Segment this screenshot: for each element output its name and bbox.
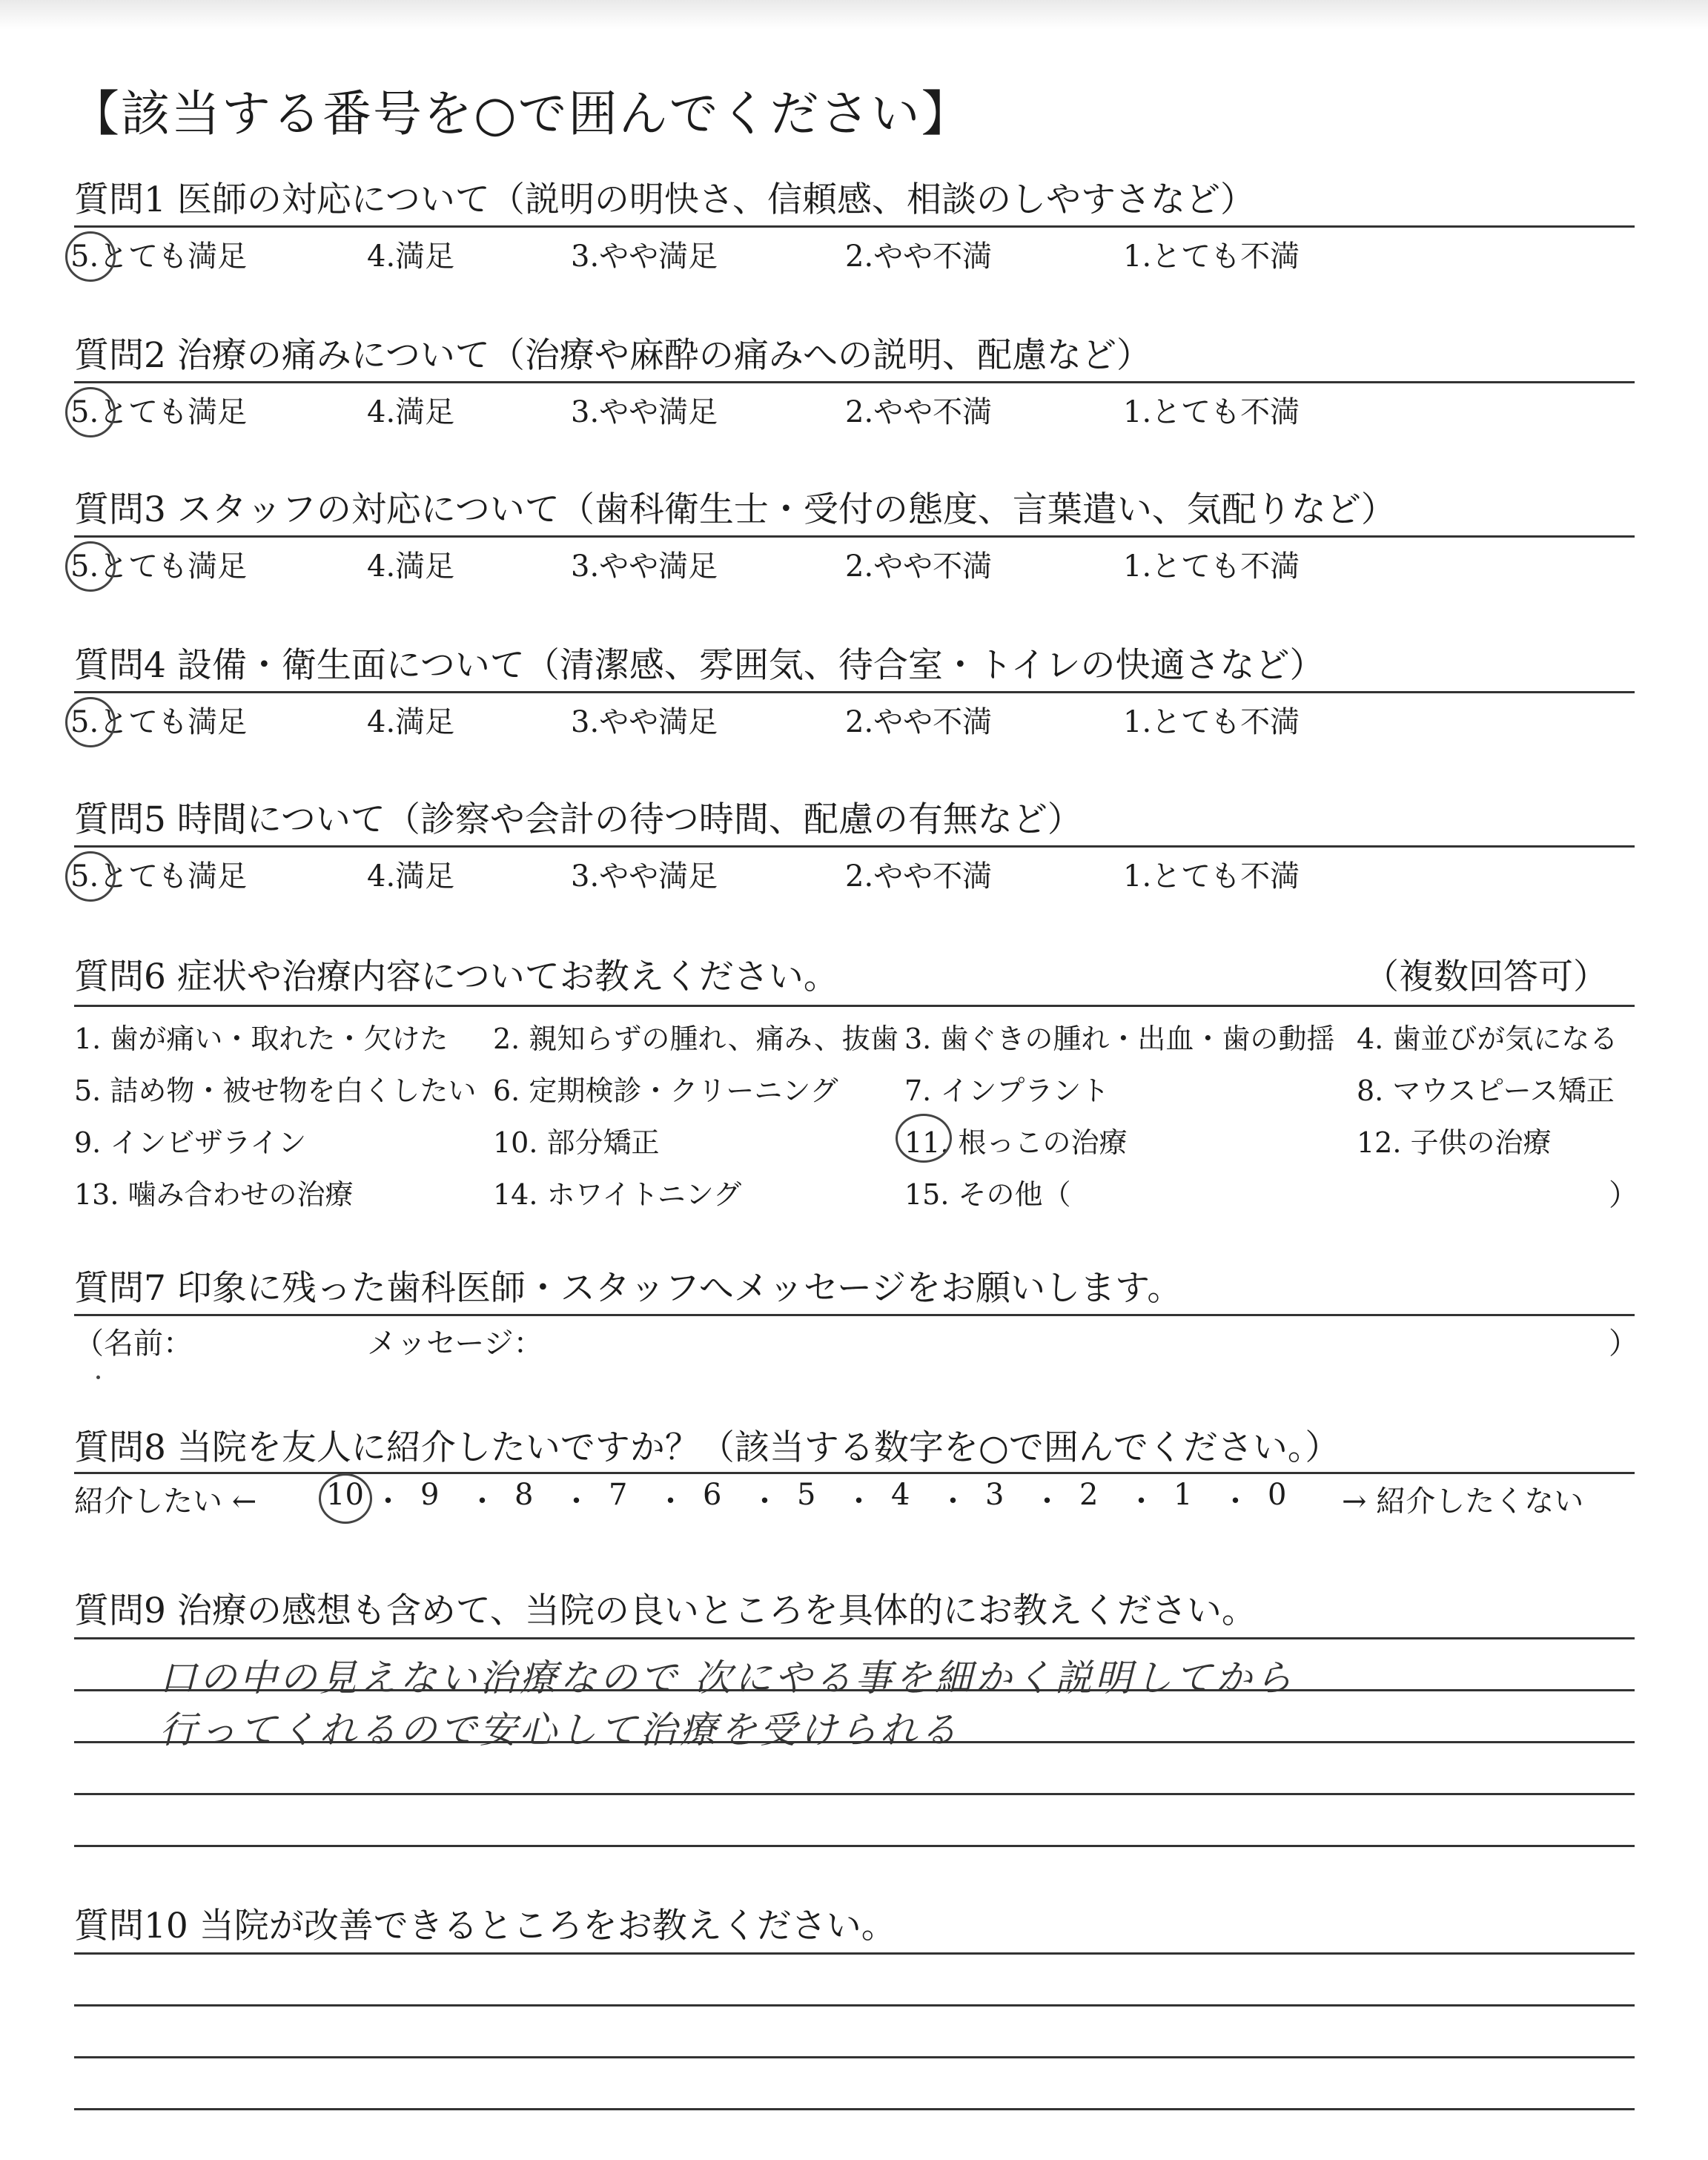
rating-option[interactable]: 1.とても不満 <box>1123 549 1300 584</box>
rating-option[interactable]: 3.やや満足 <box>571 549 718 584</box>
scale-number[interactable]: 2 <box>1079 1478 1099 1512</box>
question-6-label: 質問6 症状や治療内容についてお教えください。 <box>74 957 838 997</box>
recommend-right-label: → 紹介したくない <box>1342 1484 1584 1519</box>
scale-number[interactable]: 9 <box>420 1478 440 1512</box>
question-6-note: （複数回答可） <box>1364 957 1608 997</box>
question-6-option[interactable]: 10. 部分矯正 <box>493 1126 660 1159</box>
scale-separator: ・ <box>1126 1484 1156 1519</box>
rating-option[interactable]: 4.満足 <box>367 240 455 274</box>
scale-separator: ・ <box>1220 1484 1251 1519</box>
rating-option[interactable]: 5.とても満足 <box>70 859 248 894</box>
question-3-label: 質問3 スタッフの対応について（歯科衛生士・受付の態度、言葉遣い、気配りなど） <box>74 489 1396 530</box>
question-7-rule <box>74 1314 1635 1316</box>
answer-line <box>74 1741 1635 1743</box>
question-6-option[interactable]: 2. 親知らずの腫れ、痛み、抜歯 <box>493 1023 898 1055</box>
question-7-message-label: メッセージ： <box>367 1327 543 1361</box>
rating-option[interactable]: 4.満足 <box>367 859 455 894</box>
question-5-label: 質問5 時間について（診察や会計の待つ時間、配慮の有無など） <box>74 799 1082 840</box>
question-6-option[interactable]: 13. 噛み合わせの治療 <box>74 1178 354 1211</box>
recommend-left-label: 紹介したい ← <box>74 1484 257 1519</box>
scale-separator: ・ <box>1032 1484 1062 1519</box>
rating-option[interactable]: 5.とても満足 <box>70 705 248 739</box>
scale-separator: ・ <box>844 1484 874 1519</box>
selection-circle <box>65 541 116 592</box>
rating-option[interactable]: 1.とても不満 <box>1123 240 1300 274</box>
rating-option[interactable]: 2.やや不満 <box>845 705 993 739</box>
question-6-option[interactable]: 9. インビザライン <box>74 1126 307 1159</box>
answer-line <box>74 1689 1635 1691</box>
question-8-label: 質問8 当院を友人に紹介したいですか？（該当する数字を○で囲んでください。） <box>74 1427 1340 1468</box>
question-6-option[interactable]: 11. 根っこの治療 <box>904 1126 1128 1159</box>
scale-separator: ・ <box>938 1484 968 1519</box>
selection-circle <box>896 1114 952 1163</box>
question-8-rule <box>74 1472 1635 1474</box>
answer-line <box>74 2004 1635 2007</box>
answer-line <box>74 1845 1635 1847</box>
scale-number[interactable]: 10 <box>326 1478 364 1512</box>
question-6-option[interactable]: 1. 歯が痛い・取れた・欠けた <box>74 1023 448 1055</box>
selection-circle <box>65 387 116 437</box>
rating-option[interactable]: 3.やや満足 <box>571 705 718 739</box>
scale-number[interactable]: 6 <box>703 1478 722 1512</box>
selection-circle <box>65 231 116 282</box>
rating-option[interactable]: 2.やや不満 <box>845 240 993 274</box>
question-5-rule <box>74 845 1635 848</box>
rating-option[interactable]: 3.やや満足 <box>571 859 718 894</box>
rating-option[interactable]: 5.とても満足 <box>70 240 248 274</box>
answer-line <box>74 1637 1635 1639</box>
scale-number[interactable]: 3 <box>985 1478 1004 1512</box>
question-6-option[interactable]: 8. マウスピース矯正 <box>1357 1074 1615 1107</box>
rating-option[interactable]: 1.とても不満 <box>1123 395 1300 429</box>
question-7-label: 質問7 印象に残った歯科医師・スタッフへメッセージをお願いします。 <box>74 1268 1182 1309</box>
page-title: 【該当する番号を○で囲んでください】 <box>70 85 972 142</box>
question-6-rule <box>74 1005 1635 1007</box>
question-7-name-label: （名前： <box>74 1327 193 1361</box>
scale-number[interactable]: 5 <box>797 1478 816 1512</box>
rating-option[interactable]: 1.とても不満 <box>1123 859 1300 894</box>
question-6-option[interactable]: 12. 子供の治療 <box>1357 1126 1552 1159</box>
question-6-option[interactable]: 7. インプラント <box>904 1074 1110 1107</box>
scale-separator: ・ <box>655 1484 686 1519</box>
rating-option[interactable]: 2.やや不満 <box>845 549 993 584</box>
question-6-option[interactable]: 5. 詰め物・被せ物を白くしたい <box>74 1074 477 1107</box>
scan-top-band <box>0 0 1708 30</box>
scale-number[interactable]: 0 <box>1268 1478 1287 1512</box>
scale-number[interactable]: 8 <box>514 1478 534 1512</box>
question-10-label: 質問10 当院が改善できるところをお教えください。 <box>74 1906 896 1946</box>
question-6-closing-paren: ） <box>1609 1178 1638 1212</box>
question-6-option[interactable]: 4. 歯並びが気になる <box>1357 1023 1618 1055</box>
question-4-rule <box>74 691 1635 693</box>
answer-line <box>74 2108 1635 2110</box>
rating-option[interactable]: 4.満足 <box>367 549 455 584</box>
scale-separator: ・ <box>561 1484 592 1519</box>
question-2-label: 質問2 治療の痛みについて（治療や麻酔の痛みへの説明、配慮など） <box>74 335 1151 376</box>
selection-circle <box>319 1473 372 1524</box>
rating-option[interactable]: 4.満足 <box>367 705 455 739</box>
rating-option[interactable]: 2.やや不満 <box>845 395 993 429</box>
question-1-label: 質問1 医師の対応について（説明の明快さ、信頼感、相談のしやすさなど） <box>74 179 1256 220</box>
question-2-rule <box>74 381 1635 383</box>
rating-option[interactable]: 3.やや満足 <box>571 395 718 429</box>
rating-option[interactable]: 3.やや満足 <box>571 240 718 274</box>
question-4-label: 質問4 設備・衛生面について（清潔感、雰囲気、待合室・トイレの快適さなど） <box>74 645 1325 686</box>
answer-line <box>74 2056 1635 2058</box>
question-6-option[interactable]: 14. ホワイトニング <box>493 1178 742 1211</box>
rating-option[interactable]: 5.とても満足 <box>70 395 248 429</box>
scale-separator: ・ <box>467 1484 497 1519</box>
handwritten-answer-line-2: 行ってくれるので安心して治療を受けられる <box>159 1708 960 1751</box>
question-6-option[interactable]: 15. その他（ <box>904 1178 1071 1211</box>
scale-number[interactable]: 7 <box>609 1478 628 1512</box>
rating-option[interactable]: 5.とても満足 <box>70 549 248 584</box>
rating-option[interactable]: 2.やや不満 <box>845 859 993 894</box>
question-6-option[interactable]: 3. 歯ぐきの腫れ・出血・歯の動揺 <box>904 1023 1335 1055</box>
question-7-closing-paren: ） <box>1609 1327 1638 1361</box>
scale-number[interactable]: 4 <box>891 1478 910 1512</box>
scale-number[interactable]: 1 <box>1174 1478 1193 1512</box>
handwritten-answer-line-1: 口の中の見えない治療なので 次にやる事を細かく説明してから <box>159 1657 1295 1700</box>
question-3-rule <box>74 535 1635 538</box>
scale-separator: ・ <box>749 1484 780 1519</box>
rating-option[interactable]: 4.満足 <box>367 395 455 429</box>
scale-separator: ・ <box>373 1484 403 1519</box>
stray-mark <box>96 1375 100 1379</box>
question-1-rule <box>74 225 1635 228</box>
answer-line <box>74 1952 1635 1955</box>
question-6-option[interactable]: 6. 定期検診・クリーニング <box>493 1074 838 1107</box>
selection-circle <box>65 851 116 902</box>
selection-circle <box>65 697 116 747</box>
rating-option[interactable]: 1.とても不満 <box>1123 705 1300 739</box>
question-9-label: 質問9 治療の感想も含めて、当院の良いところを具体的にお教えください。 <box>74 1591 1257 1631</box>
answer-line <box>74 1793 1635 1795</box>
